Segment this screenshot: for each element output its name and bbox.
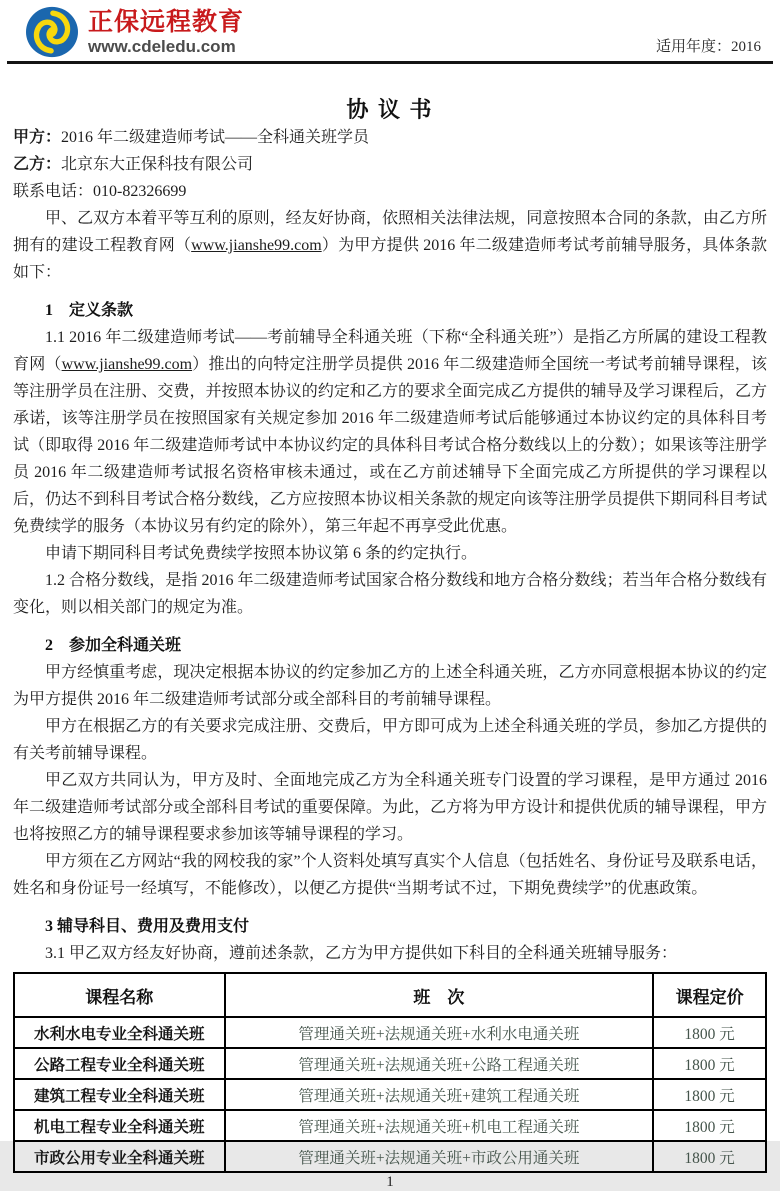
contact-phone-value: 010-82326699	[93, 183, 187, 200]
party-a-label: 甲方：	[13, 129, 62, 146]
class-bundle-cell: 管理通关班+法规通关班+公路工程通关班	[225, 1048, 654, 1079]
clause-renewal-paragraph: 申请下期同科目考试免费续学按照本协议第 6 条的约定执行。	[45, 545, 478, 562]
brand-text-block	[88, 8, 244, 57]
price-cell: 1800 元	[653, 1079, 766, 1110]
clause-1-1-paragraph	[13, 324, 767, 540]
brand-swirl-icon	[25, 6, 79, 58]
preamble-paragraph	[13, 205, 767, 286]
section-2-heading: 2 参加全科通关班	[45, 637, 182, 654]
clause-1-1-text-after: ）推出的向特定注册学员提供 2016 年二级建造师全国统一考试考前辅导课程，该等注册学员在注册、交费，并按照本协议的约定和乙方的要求全面完成乙方提供的辅导及学习课程后，乙方承诺，该等注册学员在按照国家有关规定参加 2016 年二级建造师考试后能够通过本协议约定的具体科目考试（即取得 2016 年二级建造师考试中本协议约定的具体科目考试合格分数线以上的分数）；如果该等注册学员 2016 年二级建造师考试报名资格审核未通过，或在乙方前述辅导下全面完成乙方所提供的学习课程以后，仍达不到科目考试合格分数线，乙方应按照本协议相关条款的规定向该等注册学员提供下期同科目考试免费续学的服务（本协议另有约定的除外），第三年起不再享受此优惠。	[13, 356, 767, 535]
page-number: 1	[386, 1174, 394, 1190]
page-title: 协 议 书	[346, 97, 434, 122]
clause-3-1-paragraph: 3.1 甲乙双方经友好协商，遵前述条款，乙方为甲方提供如下科目的全科通关班辅导服务：	[45, 945, 678, 962]
brand-logo	[25, 6, 244, 58]
class-bundle-cell: 管理通关班+法规通关班+市政公用通关班	[225, 1141, 654, 1172]
section-2-paragraph-3: 甲乙双方共同认为，甲方及时、全面地完成乙方为全科通关班专门设置的学习课程，是甲方通过 2016 年二级建造师考试部分或全部科目考试的重要保障。为此，乙方将为甲方设计和提供优质的辅导课程，甲方也将按照乙方的辅导课程要求参加该等辅导课程的学习。	[13, 772, 767, 843]
party-b-line	[13, 151, 767, 178]
clause-1-1-text-before: 1.1 2016 年二级建造师考试——考前辅导全科通关班（下称“全科通关班”）是指乙方所属的建设工程教育网（	[13, 329, 767, 373]
contact-phone-line	[13, 178, 767, 205]
course-name-cell: 公路工程专业全科通关班	[14, 1048, 225, 1079]
website-link[interactable]: www.jianshe99.com	[191, 237, 322, 254]
table-row	[14, 1141, 766, 1172]
document-header	[7, 0, 773, 64]
party-a-line	[13, 124, 767, 151]
preamble-text-before: 甲、乙双方本着平等互利的原则，经友好协商，依照相关法律法规，同意按照本合同的条款，由乙方所拥有的建设工程教育网（	[13, 210, 767, 254]
table-header-row	[14, 973, 766, 1017]
course-name-cell: 水利水电专业全科通关班	[14, 1017, 225, 1048]
course-name-cell: 机电工程专业全科通关班	[14, 1110, 225, 1141]
brand-url: www.cdeledu.com	[88, 36, 236, 56]
class-bundle-cell: 管理通关班+法规通关班+水利水电通关班	[225, 1017, 654, 1048]
table-row	[14, 1110, 766, 1141]
party-a-value: 2016 年二级建造师考试——全科通关班学员	[61, 129, 370, 146]
column-header-price: 课程定价	[653, 973, 766, 1017]
column-header-course: 课程名称	[14, 973, 225, 1017]
section-2-paragraph-2: 甲方在根据乙方的有关要求完成注册、交费后，甲方即可成为上述全科通关班的学员，参加乙方提供的有关考前辅导课程。	[13, 718, 767, 762]
class-bundle-cell: 管理通关班+法规通关班+机电工程通关班	[225, 1110, 654, 1141]
price-cell: 1800 元	[653, 1110, 766, 1141]
party-b-value: 北京东大正保科技有限公司	[61, 156, 254, 173]
section-2-paragraph-1: 甲方经慎重考虑，现决定根据本协议的约定参加乙方的上述全科通关班，乙方亦同意根据本协议的约定为甲方提供 2016 年二级建造师考试部分或全部科目的考前辅导课程。	[13, 664, 767, 708]
website-link[interactable]: www.jianshe99.com	[61, 356, 193, 373]
section-3-heading: 3 辅导科目、费用及费用支付	[45, 918, 250, 935]
course-table-wrap	[13, 972, 767, 1173]
price-cell: 1800 元	[653, 1141, 766, 1172]
price-cell: 1800 元	[653, 1017, 766, 1048]
applicable-year-label: 适用年度：2016	[655, 39, 761, 55]
preamble-text-after: ）为甲方提供 2016 年二级建造师考试考前辅导服务，具体条款如下：	[13, 237, 767, 281]
section-1-heading: 1 定义条款	[45, 302, 134, 319]
brand-name: 正保远程教育	[88, 7, 245, 36]
table-row	[14, 1017, 766, 1048]
clause-1-2-paragraph: 1.2 合格分数线，是指 2016 年二级建造师考试国家合格分数线和地方合格分数线；若当年合格分数线有变化，则以相关部门的规定为准。	[13, 572, 767, 616]
course-name-cell: 建筑工程专业全科通关班	[14, 1079, 225, 1110]
course-name-cell: 市政公用专业全科通关班	[14, 1141, 225, 1172]
document-body	[13, 124, 767, 967]
section-2-paragraph-4: 甲方须在乙方网站“我的网校我的家”个人资料处填写真实个人信息（包括姓名、身份证号及联系电话，姓名和身份证号一经填写，不能修改），以便乙方提供“当期考试不过，下期免费续学”的优惠政策。	[13, 853, 767, 897]
party-b-label: 乙方：	[13, 156, 62, 173]
class-bundle-cell: 管理通关班+法规通关班+建筑工程通关班	[225, 1079, 654, 1110]
column-header-classes: 班 次	[225, 973, 654, 1017]
contact-phone-label: 联系电话：	[13, 183, 94, 200]
course-table	[13, 972, 767, 1173]
table-row	[14, 1079, 766, 1110]
table-row	[14, 1048, 766, 1079]
price-cell: 1800 元	[653, 1048, 766, 1079]
